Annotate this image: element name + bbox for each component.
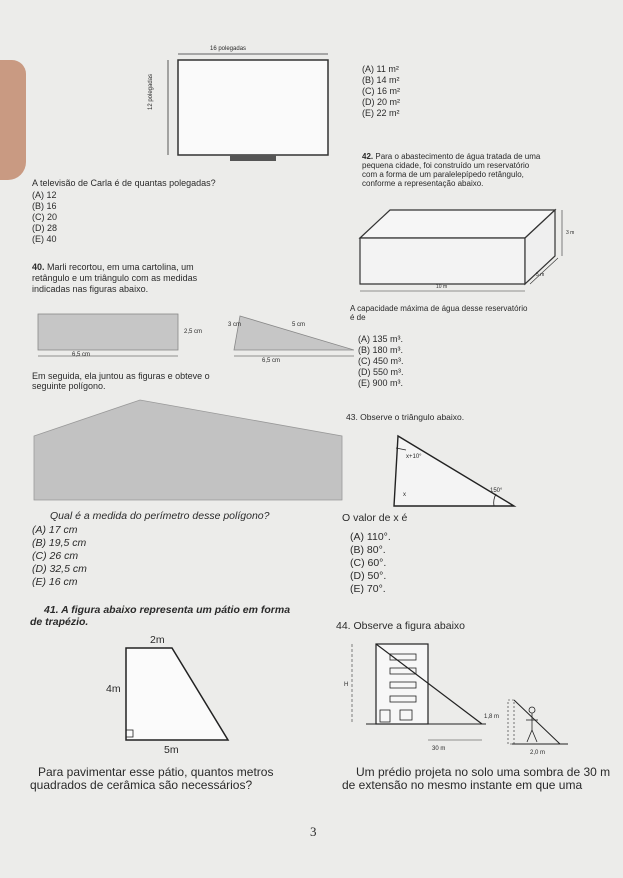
- rect-height-label: 2,5 cm: [184, 329, 203, 335]
- q39-question: A televisão de Carla é de quantas polegadas?: [32, 178, 216, 188]
- q40-question: Qual é a medida do perímetro desse polígono?: [50, 510, 270, 522]
- reservoir-box-figure: [350, 196, 610, 296]
- q39-option-c[interactable]: (C) 20: [32, 212, 58, 222]
- q42-question-line-1: A capacidade máxima de água desse reservatório: [350, 304, 528, 313]
- angle-left-label: x: [403, 492, 406, 498]
- building-shadow-figure: [336, 636, 586, 756]
- person-shadow-label: 2,0 m: [530, 750, 546, 756]
- reservoir-length-label: 10 m: [436, 284, 448, 290]
- q42-option-d[interactable]: (D) 550 m³.: [358, 367, 404, 377]
- angle-right-label: 150°: [490, 488, 503, 494]
- q43-question: O valor de x é: [342, 512, 408, 524]
- reservoir-height-label: 3 m: [566, 230, 575, 236]
- finger-photo-edge: [0, 60, 26, 180]
- q42-stem-line-3: com a forma de um paralelepípedo retângulo,: [362, 170, 524, 179]
- trapezoid-top-label: 2m: [150, 634, 165, 646]
- rect-width-label: 6,5 cm: [72, 352, 91, 358]
- reservoir-depth-label: 5 m: [536, 272, 545, 278]
- q42-option-e[interactable]: (E) 900 m³.: [358, 378, 404, 388]
- q39-option-a[interactable]: (A) 12: [32, 190, 57, 200]
- q40-stem-line-2: retângulo e um triângulo com as medidas: [32, 273, 198, 283]
- q39-option-d[interactable]: (D) 28: [32, 223, 58, 233]
- q40-option-d[interactable]: (D) 32,5 cm: [32, 563, 87, 575]
- q43-option-e[interactable]: (E) 70°.: [350, 583, 386, 595]
- angle-top-label: x+10°: [406, 454, 422, 460]
- trapezoid-bottom-label: 5m: [164, 744, 179, 756]
- q42-option-b[interactable]: (B) 180 m³.: [358, 345, 404, 355]
- q41top-option-c[interactable]: (C) 16 m²: [362, 86, 400, 96]
- tv-figure: [160, 44, 360, 164]
- q40-option-b[interactable]: (B) 19,5 cm: [32, 537, 87, 549]
- q42-question-line-2: é de: [350, 313, 366, 322]
- q39-option-e[interactable]: (E) 40: [32, 234, 57, 244]
- q41-stem-line-1: 41. A figura abaixo representa um pátio em forma: [44, 604, 291, 616]
- q41top-option-d[interactable]: (D) 20 m²: [362, 97, 400, 107]
- q43-option-d[interactable]: (D) 50°.: [350, 570, 387, 582]
- q39-option-b[interactable]: (B) 16: [32, 201, 57, 211]
- person-height-label: 1,8 m: [484, 714, 500, 720]
- tri-base-label: 6,5 cm: [262, 358, 281, 364]
- q43-option-c[interactable]: (C) 60°.: [350, 557, 387, 569]
- q40-middle-line-1: Em seguida, ela juntou as figuras e obteve o: [32, 371, 210, 381]
- tri-right-label: 5 cm: [292, 322, 306, 328]
- q41top-option-a[interactable]: (A) 11 m²: [362, 64, 399, 74]
- q40-option-c[interactable]: (C) 26 cm: [32, 550, 79, 562]
- q42-stem-line-1: 42. Para o abastecimento de água tratada de uma: [362, 152, 541, 161]
- q40-option-e[interactable]: (E) 16 cm: [32, 576, 78, 588]
- tv-width-label: 16 polegadas: [210, 46, 247, 52]
- q41-question-line-2: quadrados de cerâmica são necessários?: [30, 778, 253, 792]
- q43-title: 43. Observe o triângulo abaixo.: [346, 412, 465, 422]
- q40-middle-line-2: seguinte polígono.: [32, 381, 106, 391]
- tv-height-label: 12 polegadas: [148, 73, 154, 110]
- q44-text-line-2: de extensão no mesmo instante em que uma: [342, 778, 583, 792]
- building-height-label: H: [344, 682, 349, 688]
- tri-left-label: 3 cm: [228, 322, 242, 328]
- q42-stem-line-4: conforme a representação abaixo.: [362, 179, 484, 188]
- q42-option-a[interactable]: (A) 135 m³.: [358, 334, 404, 344]
- q41-stem-line-2: de trapézio.: [30, 616, 89, 628]
- q41-question-line-1: Para pavimentar esse pátio, quantos metros: [38, 765, 274, 779]
- polygon-figure: [32, 396, 344, 506]
- q42-option-c[interactable]: (C) 450 m³.: [358, 356, 404, 366]
- q43-option-a[interactable]: (A) 110°.: [350, 531, 391, 543]
- trapezoid-left-label: 4m: [106, 683, 121, 695]
- trapezoid-figure: [120, 640, 240, 750]
- q41top-option-e[interactable]: (E) 22 m²: [362, 108, 400, 118]
- q43-option-b[interactable]: (B) 80°.: [350, 544, 386, 556]
- q44-title: 44. Observe a figura abaixo: [336, 620, 465, 632]
- q44-text-line-1: Um prédio projeta no solo uma sombra de 30 m: [356, 765, 611, 779]
- shadow-length-label: 30 m: [432, 746, 446, 752]
- q40-stem-line-1: 40. Marli recortou, em uma cartolina, um: [32, 262, 194, 272]
- q42-stem-line-2: pequena cidade, foi construído um reservatório: [362, 161, 530, 170]
- q40-option-a[interactable]: (A) 17 cm: [32, 524, 78, 536]
- page-number: 3: [310, 824, 317, 839]
- q41top-option-b[interactable]: (B) 14 m²: [362, 75, 400, 85]
- q40-stem-line-3: indicadas nas figuras abaixo.: [32, 284, 149, 294]
